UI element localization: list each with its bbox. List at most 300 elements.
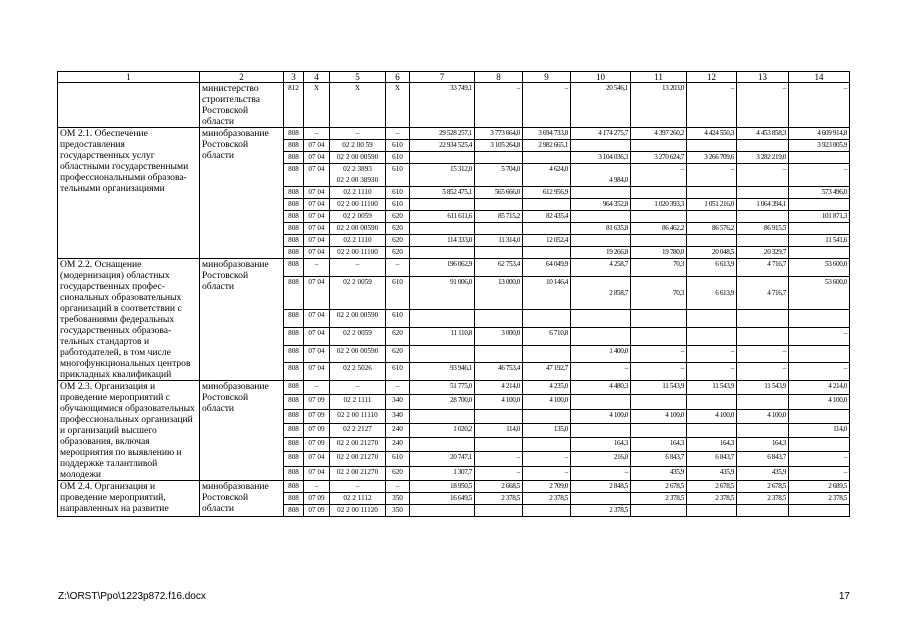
amount-cell: – — [631, 345, 687, 363]
amount-cell: – — [737, 83, 789, 128]
amount-cell — [687, 187, 737, 199]
executor-cell: минобразование Ростовской области — [200, 259, 284, 381]
amount-cell: 4 624,0 — [523, 164, 571, 187]
amount-cell — [789, 152, 850, 164]
amount-cell — [475, 310, 523, 328]
budget-code-cell: 02 2 00 11100 — [330, 199, 386, 211]
amount-cell — [789, 247, 850, 259]
amount-cell: 86 576,2 — [687, 223, 737, 235]
amount-cell: 164,3 — [687, 438, 737, 452]
amount-cell: 29 528 257,1 — [410, 128, 475, 140]
amount-cell — [410, 438, 475, 452]
budget-code-cell: 02 2 0059 — [330, 276, 386, 310]
amount-cell: 53 600,0 — [789, 276, 850, 310]
budget-code-cell: 02 2 1111 — [330, 395, 386, 409]
budget-code-cell: 02 2 3893 02 2 00 38930 — [330, 164, 386, 187]
amount-cell: – — [737, 164, 789, 187]
amount-cell — [475, 438, 523, 452]
budget-code-cell: 808 — [284, 235, 304, 247]
amount-cell — [631, 395, 687, 409]
column-number-13: 13 — [737, 72, 789, 83]
amount-cell: 565 666,0 — [475, 187, 523, 199]
amount-cell: 4 424 550,3 — [687, 128, 737, 140]
budget-code-cell: 808 — [284, 164, 304, 187]
amount-cell: 4 214,0 — [475, 381, 523, 395]
amount-cell: 13 203,0 — [631, 83, 687, 128]
amount-cell: 4 100,0 — [737, 409, 789, 423]
amount-cell: – — [523, 83, 571, 128]
amount-cell — [523, 247, 571, 259]
budget-code-cell: 07 04 — [304, 247, 330, 259]
budget-code-cell: 620 — [386, 211, 410, 223]
budget-code-cell: – — [304, 481, 330, 493]
budget-code-cell: – — [330, 481, 386, 493]
amount-cell: 114,0 — [475, 423, 523, 437]
amount-cell — [410, 505, 475, 517]
amount-cell: 3 694 733,8 — [523, 128, 571, 140]
amount-cell — [687, 235, 737, 247]
amount-cell: – — [789, 328, 850, 346]
budget-code-cell: 02 2 00 00590 — [330, 345, 386, 363]
amount-cell: – — [475, 452, 523, 466]
budget-code-cell: 340 — [386, 395, 410, 409]
column-number-5: 5 — [330, 72, 386, 83]
amount-cell: 4 100,0 — [631, 409, 687, 423]
budget-code-cell: 808 — [284, 152, 304, 164]
budget-code-cell: 02 2 00 59 — [330, 140, 386, 152]
amount-cell — [687, 505, 737, 517]
amount-cell — [631, 235, 687, 247]
amount-cell: 10 146,4 — [523, 276, 571, 310]
amount-cell: 2 378,5 — [737, 493, 789, 505]
amount-cell: 22 934 525,4 — [410, 140, 475, 152]
budget-code-cell: 808 — [284, 363, 304, 381]
page-number: 17 — [838, 591, 850, 602]
amount-cell: 4 984,0 — [571, 164, 631, 187]
amount-cell: 86 915,5 — [737, 223, 789, 235]
amount-cell — [410, 310, 475, 328]
amount-cell: 11 110,8 — [410, 328, 475, 346]
amount-cell — [687, 423, 737, 437]
budget-code-cell: 350 — [386, 493, 410, 505]
budget-code-cell: 808 — [284, 345, 304, 363]
amount-cell: 2 378,5 — [631, 493, 687, 505]
amount-cell: 51 775,0 — [410, 381, 475, 395]
amount-cell — [631, 328, 687, 346]
amount-cell: 3 270 624,7 — [631, 152, 687, 164]
budget-code-cell: Х — [304, 83, 330, 128]
amount-cell: 164,3 — [631, 438, 687, 452]
amount-cell: 47 192,7 — [523, 363, 571, 381]
amount-cell — [410, 247, 475, 259]
amount-cell — [687, 140, 737, 152]
amount-cell — [737, 211, 789, 223]
amount-cell: 1 064 394,1 — [737, 199, 789, 211]
budget-code-cell: 07 09 — [304, 423, 330, 437]
amount-cell — [475, 152, 523, 164]
amount-cell: 70,3 — [631, 259, 687, 277]
amount-cell: 46 753,4 — [475, 363, 523, 381]
budget-code-cell: 07 04 — [304, 223, 330, 235]
budget-code-cell: 02 2 1110 — [330, 187, 386, 199]
budget-code-cell: 610 — [386, 140, 410, 152]
budget-code-cell: 02 2 00 11100 — [330, 247, 386, 259]
amount-cell — [789, 438, 850, 452]
budget-code-cell: 808 — [284, 409, 304, 423]
amount-cell — [687, 310, 737, 328]
amount-cell: 2 378,5 — [789, 493, 850, 505]
budget-code-cell: 808 — [284, 247, 304, 259]
budget-code-cell: 240 — [386, 423, 410, 437]
budget-code-cell: Х — [386, 83, 410, 128]
amount-cell: 101 871,3 — [789, 211, 850, 223]
amount-cell — [523, 345, 571, 363]
amount-cell: 4 100,0 — [789, 395, 850, 409]
amount-cell: 15 312,0 — [410, 164, 475, 187]
amount-cell: – — [475, 466, 523, 480]
amount-cell — [789, 505, 850, 517]
amount-cell: 2 378,5 — [571, 505, 631, 517]
budget-code-cell: 808 — [284, 493, 304, 505]
amount-cell: 2 378,5 — [687, 493, 737, 505]
amount-cell: – — [571, 363, 631, 381]
amount-cell — [789, 409, 850, 423]
table-row — [58, 83, 850, 128]
amount-cell: 20 747,1 — [410, 452, 475, 466]
budget-code-cell: 07 09 — [304, 493, 330, 505]
table-row — [58, 128, 850, 140]
amount-cell — [789, 310, 850, 328]
budget-code-cell: 07 04 — [304, 140, 330, 152]
amount-cell — [523, 310, 571, 328]
amount-cell: 64 049,9 — [523, 259, 571, 277]
amount-cell: 62 753,4 — [475, 259, 523, 277]
column-number-12: 12 — [687, 72, 737, 83]
amount-cell — [571, 211, 631, 223]
amount-cell: 4 100,0 — [571, 409, 631, 423]
column-number-6: 6 — [386, 72, 410, 83]
amount-cell: 53 600,0 — [789, 259, 850, 277]
budget-code-cell: Х — [330, 83, 386, 128]
amount-cell — [410, 409, 475, 423]
amount-cell: 6 843,7 — [631, 452, 687, 466]
budget-code-cell: 808 — [284, 140, 304, 152]
budget-code-cell: 350 — [386, 505, 410, 517]
amount-cell: 135,0 — [523, 423, 571, 437]
amount-cell — [737, 328, 789, 346]
amount-cell: 4 258,7 — [571, 259, 631, 277]
amount-cell: – — [687, 164, 737, 187]
amount-cell: 4 480,3 — [571, 381, 631, 395]
budget-code-cell: – — [386, 259, 410, 277]
amount-cell: 2 689,5 — [789, 481, 850, 493]
amount-cell: 3 773 664,0 — [475, 128, 523, 140]
budget-code-cell: 808 — [284, 223, 304, 235]
amount-cell — [687, 395, 737, 409]
amount-cell: 4 235,0 — [523, 381, 571, 395]
amount-cell — [523, 199, 571, 211]
amount-cell: 16 649,5 — [410, 493, 475, 505]
amount-cell — [410, 199, 475, 211]
budget-code-cell: – — [386, 128, 410, 140]
amount-cell: 3 282 219,0 — [737, 152, 789, 164]
amount-cell: – — [631, 363, 687, 381]
amount-cell: 3 000,0 — [475, 328, 523, 346]
amount-cell: – — [571, 466, 631, 480]
amount-cell — [737, 505, 789, 517]
amount-cell: 435,9 — [737, 466, 789, 480]
amount-cell — [737, 310, 789, 328]
amount-cell: 435,9 — [687, 466, 737, 480]
budget-code-cell: 620 — [386, 466, 410, 480]
budget-code-cell: 07 04 — [304, 164, 330, 187]
amount-cell: – — [789, 452, 850, 466]
amount-cell: 91 006,0 — [410, 276, 475, 310]
executor-cell: минобразование Ростовской области — [200, 128, 284, 259]
budget-code-cell: 620 — [386, 247, 410, 259]
amount-cell — [475, 223, 523, 235]
amount-cell — [475, 199, 523, 211]
budget-code-cell: 610 — [386, 452, 410, 466]
amount-cell: 33 749,1 — [410, 83, 475, 128]
amount-cell: 4 100,0 — [523, 395, 571, 409]
budget-code-cell: 07 04 — [304, 328, 330, 346]
budget-code-cell: 808 — [284, 481, 304, 493]
amount-cell: 20 329,7 — [737, 247, 789, 259]
column-number-8: 8 — [475, 72, 523, 83]
amount-cell — [789, 345, 850, 363]
budget-code-cell: 808 — [284, 328, 304, 346]
amount-cell — [571, 395, 631, 409]
budget-code-cell: 610 — [386, 164, 410, 187]
amount-cell — [523, 438, 571, 452]
budget-code-cell: 808 — [284, 466, 304, 480]
amount-cell: 11 541,6 — [789, 235, 850, 247]
amount-cell: 11 314,0 — [475, 235, 523, 247]
amount-cell — [737, 395, 789, 409]
amount-cell — [737, 140, 789, 152]
budget-code-cell: 610 — [386, 276, 410, 310]
budget-code-cell: 07 04 — [304, 187, 330, 199]
budget-code-cell: 02 2 00 11120 — [330, 505, 386, 517]
amount-cell: 5 704,0 — [475, 164, 523, 187]
budget-code-cell: 07 04 — [304, 363, 330, 381]
amount-cell: 2 848,5 — [571, 481, 631, 493]
amount-cell: 3 266 709,6 — [687, 152, 737, 164]
event-name-cell: ОМ 2.3. Организация и проведение мероприятий с обучающимися образовательных профессиональных организаций и организаций высшего образования, включая мероприятия по выявлению и поддержке талантливой молодежи — [58, 381, 200, 481]
column-number-14: 14 — [789, 72, 850, 83]
column-number-11: 11 — [631, 72, 687, 83]
amount-cell: 4 174 275,7 — [571, 128, 631, 140]
amount-cell: 82 435,4 — [523, 211, 571, 223]
amount-cell: 164,3 — [571, 438, 631, 452]
amount-cell: 3 923 005,9 — [789, 140, 850, 152]
amount-cell — [687, 211, 737, 223]
budget-code-cell: 07 09 — [304, 395, 330, 409]
amount-cell: 85 715,2 — [475, 211, 523, 223]
amount-cell: 6 613,9 — [687, 276, 737, 310]
column-number-row — [58, 72, 850, 83]
amount-cell: 18 950,5 — [410, 481, 475, 493]
budget-code-cell: 02 2 00 21270 — [330, 438, 386, 452]
budget-code-cell: 610 — [386, 363, 410, 381]
budget-code-cell: 02 2 1110 — [330, 235, 386, 247]
budget-code-cell: 07 09 — [304, 409, 330, 423]
amount-cell: 1 020,2 — [410, 423, 475, 437]
amount-cell: 11 543,9 — [631, 381, 687, 395]
amount-cell: 4 100,0 — [687, 409, 737, 423]
amount-cell: 114,0 — [789, 423, 850, 437]
amount-cell — [737, 235, 789, 247]
amount-cell: 6 843,7 — [687, 452, 737, 466]
amount-cell: – — [687, 345, 737, 363]
budget-code-cell: 02 2 00 00590 — [330, 223, 386, 235]
budget-code-cell: 812 — [284, 83, 304, 128]
amount-cell — [571, 310, 631, 328]
amount-cell: 1 400,0 — [571, 345, 631, 363]
amount-cell: 2 858,7 — [571, 276, 631, 310]
amount-cell: 81 635,8 — [571, 223, 631, 235]
budget-code-cell: 07 04 — [304, 466, 330, 480]
amount-cell: 93 946,1 — [410, 363, 475, 381]
event-name-cell: ОМ 2.4. Организация и проведение мероприятий, направленных на развитие — [58, 481, 200, 517]
budget-code-cell: 620 — [386, 223, 410, 235]
amount-cell: 2 678,5 — [737, 481, 789, 493]
amount-cell: 1 020 393,3 — [631, 199, 687, 211]
amount-cell: 196 062,9 — [410, 259, 475, 277]
budget-code-cell: 07 04 — [304, 199, 330, 211]
executor-cell: минобразование Ростовской области — [200, 481, 284, 517]
budget-code-cell: 02 2 2127 — [330, 423, 386, 437]
budget-code-cell: 808 — [284, 128, 304, 140]
budget-code-cell: – — [330, 259, 386, 277]
amount-cell — [571, 187, 631, 199]
budget-code-cell: 808 — [284, 452, 304, 466]
amount-cell — [475, 345, 523, 363]
amount-cell: 4 716,7 — [737, 276, 789, 310]
budget-code-cell: 07 04 — [304, 276, 330, 310]
column-number-7: 7 — [410, 72, 475, 83]
amount-cell: 1 307,7 — [410, 466, 475, 480]
table-row — [58, 381, 850, 395]
amount-cell: 4 397 260,2 — [631, 128, 687, 140]
amount-cell — [571, 140, 631, 152]
budget-code-cell: 07 04 — [304, 452, 330, 466]
amount-cell: – — [687, 83, 737, 128]
amount-cell: 3 104 036,3 — [571, 152, 631, 164]
amount-cell: 4 453 858,3 — [737, 128, 789, 140]
amount-cell: – — [789, 363, 850, 381]
amount-cell: 11 543,9 — [737, 381, 789, 395]
budget-code-cell: 808 — [284, 395, 304, 409]
amount-cell: 6 613,9 — [687, 259, 737, 277]
budget-code-cell: 340 — [386, 409, 410, 423]
table-row — [58, 259, 850, 277]
budget-code-cell: 02 2 0059 — [330, 328, 386, 346]
amount-cell: 4 214,0 — [789, 381, 850, 395]
amount-cell: 2 668,5 — [475, 481, 523, 493]
amount-cell — [737, 187, 789, 199]
amount-cell: 86 462,2 — [631, 223, 687, 235]
budget-code-cell: 02 2 00 11110 — [330, 409, 386, 423]
column-number-10: 10 — [571, 72, 631, 83]
amount-cell — [571, 235, 631, 247]
budget-code-cell: 808 — [284, 310, 304, 328]
column-number-1: 1 — [58, 72, 200, 83]
amount-cell: 164,3 — [737, 438, 789, 452]
amount-cell — [687, 328, 737, 346]
budget-code-cell: 620 — [386, 235, 410, 247]
amount-cell: 612 956,9 — [523, 187, 571, 199]
amount-cell: – — [523, 452, 571, 466]
amount-cell: 28 700,0 — [410, 395, 475, 409]
column-number-9: 9 — [523, 72, 571, 83]
amount-cell: 20 546,1 — [571, 83, 631, 128]
column-number-2: 2 — [200, 72, 284, 83]
amount-cell — [523, 152, 571, 164]
amount-cell — [571, 493, 631, 505]
amount-cell: 573 496,0 — [789, 187, 850, 199]
budget-code-cell: 610 — [386, 187, 410, 199]
amount-cell: 2 982 665,1 — [523, 140, 571, 152]
budget-code-cell: 808 — [284, 276, 304, 310]
budget-code-cell: 02 2 1112 — [330, 493, 386, 505]
budget-code-cell: – — [330, 128, 386, 140]
budget-code-cell: 240 — [386, 438, 410, 452]
amount-cell: 20 048,5 — [687, 247, 737, 259]
budget-code-cell: 808 — [284, 438, 304, 452]
amount-cell: 5 852 475,1 — [410, 187, 475, 199]
amount-cell — [475, 247, 523, 259]
amount-cell: 114 333,0 — [410, 235, 475, 247]
amount-cell — [631, 423, 687, 437]
executor-cell: министерство строительства Ростовской области — [200, 83, 284, 128]
amount-cell — [789, 223, 850, 235]
event-name-cell: ОМ 2.1. Обеспечение предоставления государственных услуг областными государственными профессиональными образовательными организациями — [58, 128, 200, 259]
amount-cell: 19 266,8 — [571, 247, 631, 259]
amount-cell: – — [523, 466, 571, 480]
amount-cell: 2 678,5 — [631, 481, 687, 493]
amount-cell: 6 843,7 — [737, 452, 789, 466]
budget-code-cell: 610 — [386, 199, 410, 211]
budget-code-cell: 07 04 — [304, 211, 330, 223]
budget-code-cell: – — [386, 481, 410, 493]
executor-cell: минобразование Ростовской области — [200, 381, 284, 481]
amount-cell — [631, 505, 687, 517]
amount-cell: – — [737, 363, 789, 381]
amount-cell: 11 543,9 — [687, 381, 737, 395]
amount-cell: – — [737, 345, 789, 363]
budget-code-cell: 02 2 5026 — [330, 363, 386, 381]
budget-code-cell: 07 04 — [304, 152, 330, 164]
budget-code-cell: 808 — [284, 381, 304, 395]
amount-cell: 3 105 264,8 — [475, 140, 523, 152]
budget-code-cell: 620 — [386, 328, 410, 346]
amount-cell: 964 352,8 — [571, 199, 631, 211]
budget-code-cell: – — [304, 128, 330, 140]
amount-cell — [631, 140, 687, 152]
amount-cell — [410, 345, 475, 363]
amount-cell — [571, 328, 631, 346]
event-name-cell — [58, 83, 200, 128]
amount-cell: 611 611,6 — [410, 211, 475, 223]
budget-code-cell: 02 2 00 21270 — [330, 466, 386, 480]
budget-code-cell: 02 2 00 00590 — [330, 310, 386, 328]
amount-cell: 6 710,8 — [523, 328, 571, 346]
amount-cell — [523, 505, 571, 517]
amount-cell — [737, 423, 789, 437]
amount-cell: 70,3 — [631, 276, 687, 310]
